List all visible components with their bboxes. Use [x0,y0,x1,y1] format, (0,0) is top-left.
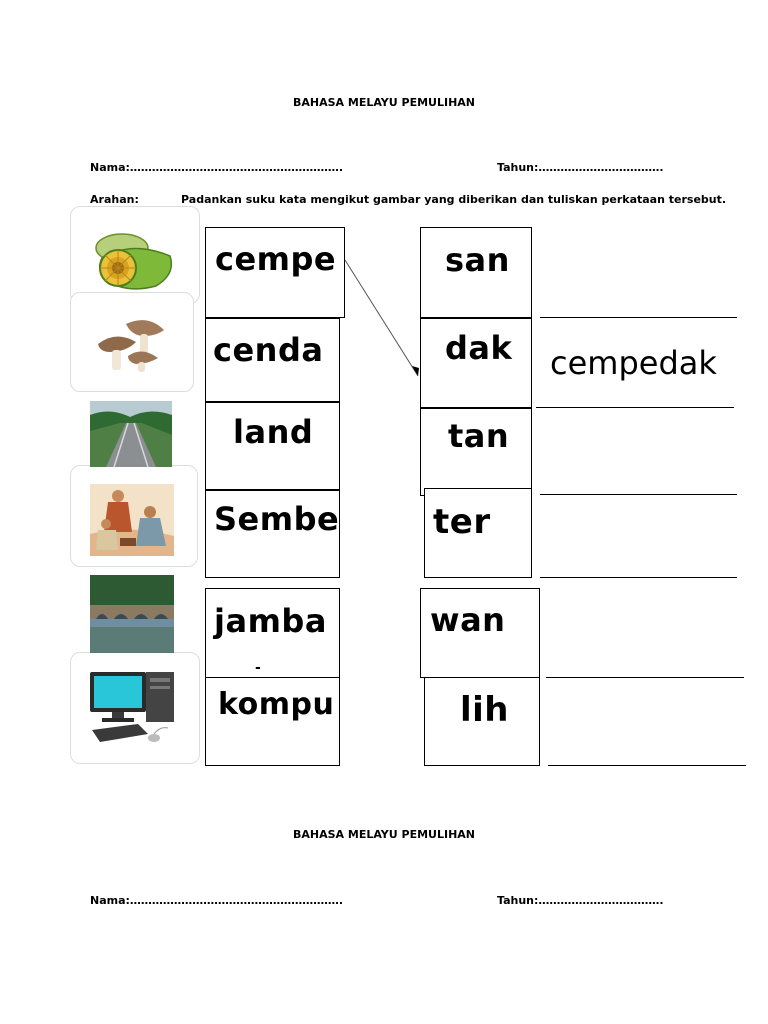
computer-icon [88,668,184,748]
syllable-wan: wan [430,601,506,639]
syllable-land: land [233,413,314,451]
syllable-cempe: cempe [215,240,337,278]
answer-line [540,577,737,578]
name-field-label: Nama:…………………………………………………. [90,161,344,174]
syllable-san: san [445,241,510,279]
year-field-label-2: Tahun:……………………………. [497,894,664,907]
stray-mark: - [255,660,261,676]
name-field-label-2: Nama:…………………………………………………. [90,894,344,907]
answer-line [546,677,744,678]
syllable-tan: tan [448,417,510,455]
year-field-label: Tahun:……………………………. [497,161,664,174]
worksheet-title-2: BAHASA MELAYU PEMULIHAN [292,828,476,841]
railway-track-icon [90,401,172,467]
answer-line [548,765,746,766]
syllable-kompu: kompu [218,687,335,722]
cempedak-fruit-icon [92,228,178,294]
syllable-cenda: cenda [213,331,324,369]
instruction-text: Padankan suku kata mengikut gambar yang diberikan dan tuliskan perkataan tersebut. [181,193,727,206]
syllable-dak: dak [445,329,513,367]
syllable-lih: lih [460,690,510,730]
answer-line [536,407,734,408]
answer-example: cempedak [550,344,717,382]
mushroom-icon [96,314,168,376]
instruction-label: Arahan: [90,193,139,206]
syllable-ter: ter [433,502,491,542]
bridge-icon [90,575,174,653]
answer-line [540,494,737,495]
answer-line [540,317,737,318]
syllable-sembe: Sembe [214,500,340,538]
people-praying-icon [90,484,174,556]
matching-arrow [340,256,430,386]
syllable-jamba: jamba [214,602,327,640]
worksheet-title: BAHASA MELAYU PEMULIHAN [292,96,476,109]
